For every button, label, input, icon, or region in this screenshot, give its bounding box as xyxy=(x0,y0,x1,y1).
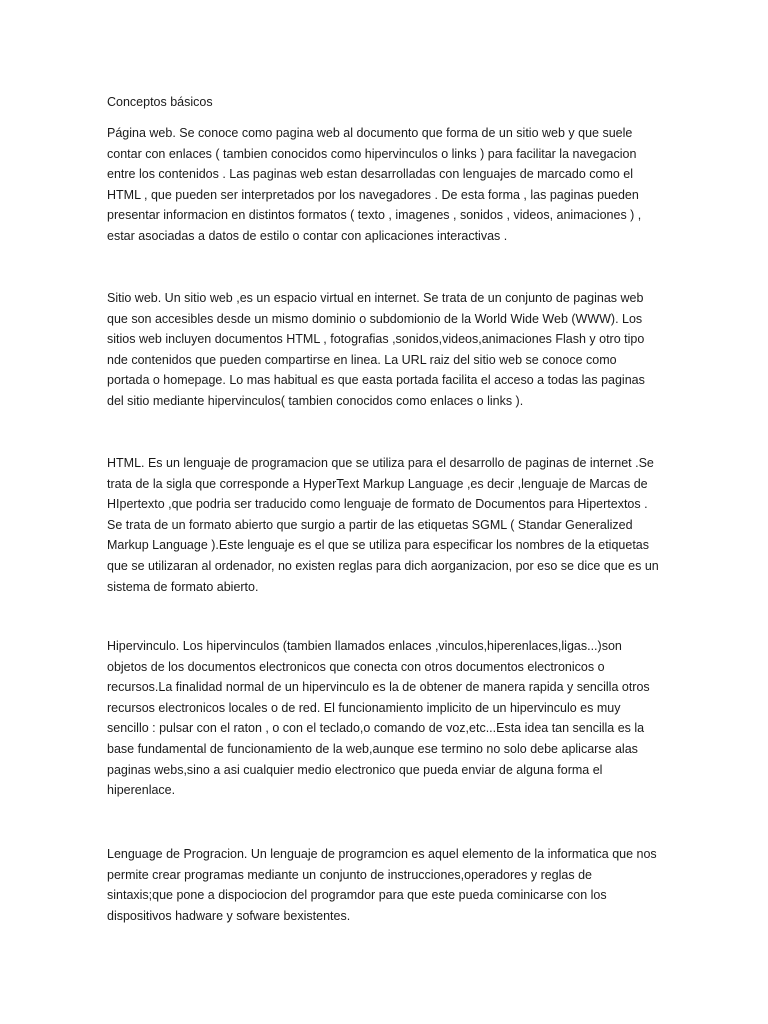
paragraph-html xyxy=(107,453,659,597)
paragraph-line: sencillo : pulsar con el raton , o con el teclado,o comando de voz,etc...Esta idea tan sencilla es la xyxy=(107,721,645,736)
paragraph-line: Hipervinculo. Los hipervinculos (tambien llamados enlaces ,vinculos,hiperenlaces,ligas...)son xyxy=(107,639,622,653)
document-heading: Conceptos básicos xyxy=(107,95,213,109)
paragraph-line: trata de la sigla que corresponde a HyperText Markup Language ,es decir ,lenguaje de Marcas de xyxy=(107,476,648,491)
paragraph-line: recursos.La finalidad normal de un hipervinculo es la de obtener de manera rapida y sencilla otros xyxy=(107,680,650,695)
paragraph-sitio-web xyxy=(107,288,645,412)
paragraph-line: que se utilizaran al ordenador, no existen reglas para dich aorganizacion, por eso se dice que es un xyxy=(107,558,659,573)
paragraph-line: presentar informacion en distintos formatos ( texto , imagenes , sonidos , videos, animaciones ) , xyxy=(107,208,642,223)
paragraph-line: paginas webs,sino a asi cualquier medio electronico que pueda enviar de alguna forma el xyxy=(107,762,603,777)
paragraph-line: hiperenlace. xyxy=(107,783,176,798)
paragraph-line: HTML , que pueden ser interpretados por los navegadores . De esta forma , las paginas pueden xyxy=(107,187,639,202)
paragraph-line: base fundamental de funcionamiento de la web,aunque ese termino no solo debe aplicarse alas xyxy=(107,741,638,756)
paragraph-line: sistema de formato abierto. xyxy=(107,579,259,594)
paragraph-line: que son accesibles desde un mismo dominio o subdomionio de la World Wide Web (WWW). Los xyxy=(107,311,643,326)
paragraph-line: permite crear programas mediante un conjunto de instrucciones,operadores y reglas de xyxy=(107,867,592,882)
paragraph-line: dispositivos hadware y sofware bexistentes. xyxy=(107,908,351,923)
paragraph-line: HIpertexto ,que podria ser traducido como lenguaje de formato de Documentos para Hipertextos . xyxy=(107,497,648,512)
paragraph-line: sitios web incluyen documentos HTML , fotografias ,sonidos,videos,animaciones Flash y otro tipo xyxy=(107,332,645,347)
paragraph-line: contar con enlaces ( tambien conocidos como hipervinculos o links ) para facilitar la navegacion xyxy=(107,146,637,161)
paragraph-pagina-web xyxy=(107,123,641,247)
paragraph-line: Página web. Se conoce como pagina web al documento que forma de un sitio web y que suele xyxy=(107,126,633,140)
paragraph-line: Se trata de un formato abierto que surgio a partir de las etiquetas SGML ( Standar Generalized xyxy=(107,517,633,532)
paragraph-line: Sitio web. Un sitio web ,es un espacio virtual en internet. Se trata de un conjunto de paginas web xyxy=(107,291,644,305)
paragraph-line: entre los contenidos . Las paginas web estan desarrolladas con lenguajes de marcado como el xyxy=(107,167,634,182)
paragraph-line: objetos de los documentos electronicos que conecta con otros documentos electronicos o xyxy=(107,659,605,674)
paragraph-line: estar asociadas a datos de estilo o contar con aplicaciones interactivas . xyxy=(107,228,508,243)
paragraph-line: nde contenidos que pueden compartirse en linea. La URL raiz del sitio web se conoce como xyxy=(107,352,617,367)
paragraph-line: sintaxis;que pone a dispociocion del programdor para que este pueda cominicarse con los xyxy=(107,888,607,903)
paragraph-hipervinculo xyxy=(107,636,650,801)
paragraph-line: portada o homepage. Lo mas habitual es que easta portada facilita el acceso a todas las paginas xyxy=(107,373,645,388)
paragraph-lenguaje-programacion xyxy=(107,844,657,926)
paragraph-line: Markup Language ).Este lenguaje es el que se utiliza para especificar los nombres de la etiquetas xyxy=(107,538,649,553)
paragraph-line: del sitio mediante hipervinculos( tambien conocidos como enlaces o links ). xyxy=(107,393,524,408)
paragraph-line: recursos electronicos locales o de red. El funcionamiento implicito de un hipervinculo es muy xyxy=(107,700,621,715)
paragraph-line: HTML. Es un lenguaje de programacion que se utiliza para el desarrollo de paginas de internet .Se xyxy=(107,456,654,470)
paragraph-line: Lenguage de Progracion. Un lenguaje de programcion es aquel elemento de la informatica que nos xyxy=(107,847,657,861)
